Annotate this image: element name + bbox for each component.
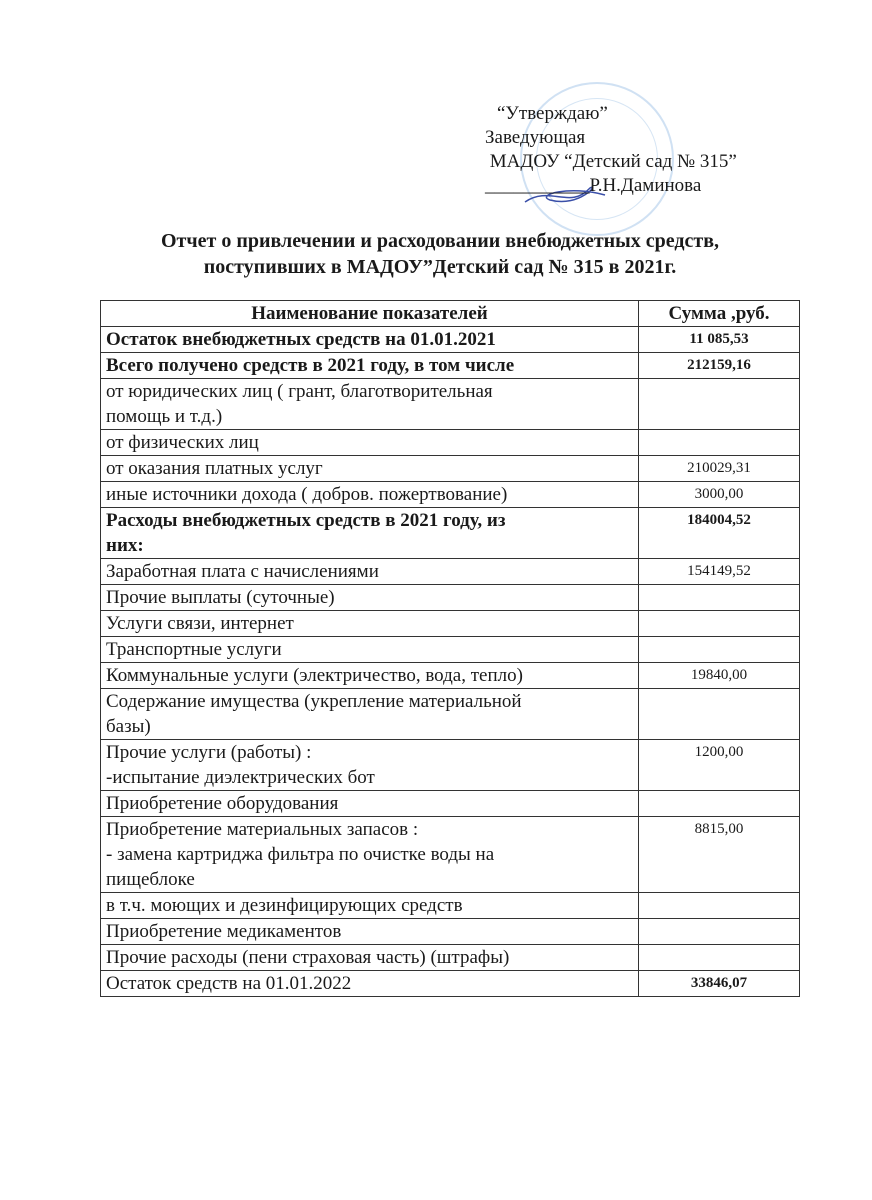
approval-position: Заведующая (485, 127, 586, 148)
row-label: Приобретение оборудования (101, 791, 639, 817)
header-sum: Сумма ,руб. (639, 301, 800, 327)
approval-heading: “Утверждаю” (497, 103, 608, 124)
row-label: Прочие выплаты (суточные) (101, 585, 639, 611)
row-value: 3000,00 (639, 482, 800, 508)
row-label: Всего получено средств в 2021 году, в том числе (101, 353, 639, 379)
row-value (639, 611, 800, 637)
row-label: от физических лиц (101, 430, 639, 456)
row-value (639, 893, 800, 919)
row-value: 212159,16 (639, 353, 800, 379)
row-label: от оказания платных услуг (101, 456, 639, 482)
row-label: иные источники дохода ( добров. пожертвование) (101, 482, 639, 508)
table-row (101, 482, 800, 508)
document-title (60, 228, 820, 280)
row-label: Заработная плата с начислениями (101, 559, 639, 585)
table-row (101, 430, 800, 456)
table-row (101, 379, 800, 430)
table-row (101, 611, 800, 637)
row-label: Услуги связи, интернет (101, 611, 639, 637)
approval-signature-line: ___________Р.Н.Даминова (485, 175, 702, 196)
table-row (101, 817, 800, 893)
approval-organization: МАДОУ “Детский сад № 315” (485, 151, 737, 172)
row-label: Остаток средств на 01.01.2022 (101, 971, 639, 997)
row-label: в т.ч. моющих и дезинфицирующих средств (101, 893, 639, 919)
row-label: Коммунальные услуги (электричество, вода, тепло) (101, 663, 639, 689)
table-row (101, 663, 800, 689)
row-value (639, 637, 800, 663)
table-row (101, 945, 800, 971)
title-line-1: Отчет о привлечении и расходовании внебюджетных средств, (160, 230, 720, 252)
row-value: 210029,31 (639, 456, 800, 482)
row-label: Прочие расходы (пени страховая часть) (штрафы) (101, 945, 639, 971)
header-name: Наименование показателей (101, 301, 639, 327)
row-value (639, 430, 800, 456)
row-value (639, 689, 800, 740)
row-value: 11 085,53 (639, 327, 800, 353)
table-row (101, 508, 800, 559)
row-value: 19840,00 (639, 663, 800, 689)
row-label: Содержание имущества (укрепление материальной базы) (101, 689, 639, 740)
table-row (101, 637, 800, 663)
row-label: Транспортные услуги (101, 637, 639, 663)
table-row (101, 893, 800, 919)
row-value (639, 379, 800, 430)
table-row (101, 327, 800, 353)
table-row (101, 791, 800, 817)
row-value: 184004,52 (639, 508, 800, 559)
row-label: от юридических лиц ( грант, благотворительная помощь и т.д.) (101, 379, 639, 430)
row-label: Приобретение медикаментов (101, 919, 639, 945)
row-label: Остаток внебюджетных средств на 01.01.2021 (101, 327, 639, 353)
table-row (101, 740, 800, 791)
table-row (101, 353, 800, 379)
table-row (101, 689, 800, 740)
report-table (100, 300, 800, 997)
row-label: Расходы внебюджетных средств в 2021 году, из них: (101, 508, 639, 559)
row-value (639, 919, 800, 945)
row-label: Приобретение материальных запасов : - замена картриджа фильтра по очистке воды на пищеблоке (101, 817, 639, 893)
table-row (101, 559, 800, 585)
row-value: 33846,07 (639, 971, 800, 997)
approval-block (485, 102, 737, 198)
table-header-row (101, 301, 800, 327)
title-line-2: поступивших в МАДОУ”Детский сад № 315 в 2021г. (203, 256, 677, 278)
table-row (101, 456, 800, 482)
row-value: 1200,00 (639, 740, 800, 791)
row-label: Прочие услуги (работы) : -испытание диэлектрических бот (101, 740, 639, 791)
row-value: 8815,00 (639, 817, 800, 893)
table-row (101, 971, 800, 997)
row-value (639, 945, 800, 971)
row-value (639, 791, 800, 817)
row-value: 154149,52 (639, 559, 800, 585)
table-row (101, 919, 800, 945)
table-row (101, 585, 800, 611)
row-value (639, 585, 800, 611)
